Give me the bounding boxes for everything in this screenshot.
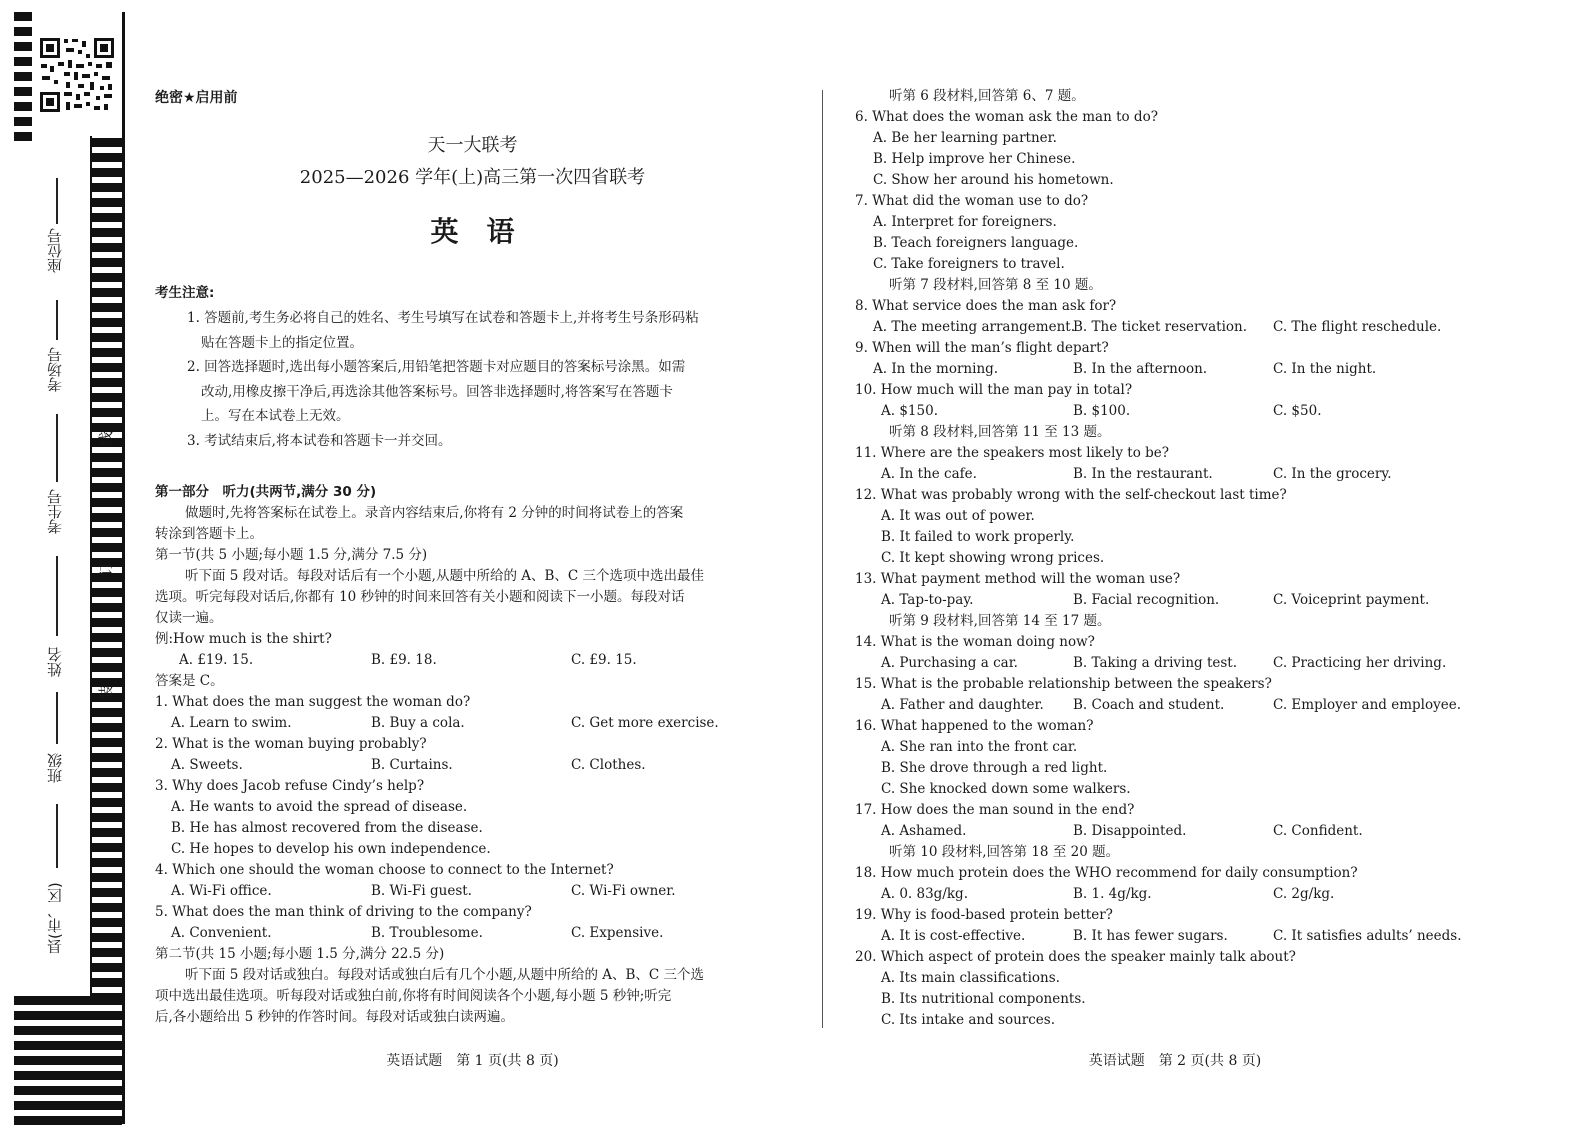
option[interactable]: B. Taking a driving test. [1073, 655, 1238, 671]
option[interactable]: C. Its intake and sources. [881, 1012, 1056, 1028]
option[interactable]: A. He wants to avoid the spread of disease. [171, 799, 468, 815]
page-footer-left: 英语试题 第 1 页(共 8 页) [386, 1053, 559, 1069]
question: 11. Where are the speakers most likely to be? [855, 445, 1170, 461]
option[interactable]: C. Clothes. [571, 757, 646, 773]
option[interactable]: B. In the afternoon. [1073, 361, 1208, 377]
subject-title: 英 语 [430, 215, 515, 248]
qr-code [38, 36, 116, 114]
option[interactable]: A. 0. 83g/kg. [881, 886, 968, 902]
binding-stripe [14, 1116, 122, 1125]
option[interactable]: A. Be her learning partner. [873, 130, 1057, 146]
question-options [855, 926, 1555, 947]
example-options [155, 650, 795, 671]
option[interactable]: A. The meeting arrangement. [873, 319, 1075, 335]
option[interactable]: B. It has fewer sugars. [1073, 928, 1228, 944]
binding-stripe [92, 858, 124, 867]
left-column [155, 283, 795, 1028]
binding-stripe [92, 708, 124, 717]
secret-label: 绝密★启用前 [155, 90, 238, 106]
example-answer: 答案是 C。 [155, 673, 224, 689]
option[interactable]: C. Wi-Fi owner. [571, 883, 676, 899]
binding-stripe [14, 1041, 122, 1050]
option[interactable]: C. £9. 15. [571, 652, 637, 668]
question: 12. What was probably wrong with the self-checkout last time? [855, 487, 1287, 503]
section2-intro: 后,各小题给出 5 秒钟的作答时间。每段对话或独白读两遍。 [155, 1009, 514, 1025]
option[interactable]: C. $50. [1273, 403, 1322, 419]
binding-stripe [92, 408, 124, 417]
binding-stripe [92, 993, 124, 1002]
option[interactable]: A. She ran into the front car. [881, 739, 1078, 755]
binding-stripe [92, 768, 124, 777]
notice-item: 3. 考试结束后,将本试卷和答题卡一并交回。 [187, 432, 452, 449]
question: 3. Why does Jacob refuse Cindy’s help? [155, 778, 425, 794]
option[interactable]: B. Coach and student. [1073, 697, 1225, 713]
binding-stripe [92, 258, 124, 267]
binding-stripe [92, 948, 124, 957]
binding-stripe [92, 228, 124, 237]
county-field[interactable] [56, 804, 58, 868]
binding-stripe [92, 333, 124, 342]
binding-stripe [14, 1056, 122, 1065]
binding-stripe [92, 513, 124, 522]
binding-stripe [14, 12, 32, 21]
binding-stripe [92, 303, 124, 312]
option[interactable]: A. Convenient. [171, 925, 272, 941]
binding-stripe [92, 843, 124, 852]
binding-stripe [92, 933, 124, 942]
candidate-number-label: 考生号 [46, 489, 64, 535]
option[interactable]: A. Wi-Fi office. [171, 883, 272, 899]
question-options [855, 653, 1555, 674]
seat-number-label: 座位号 [46, 228, 64, 274]
option[interactable]: B. Wi-Fi guest. [371, 883, 472, 899]
option[interactable]: A. Interpret for foreigners. [873, 214, 1057, 230]
binding-stripe [92, 618, 124, 627]
question: 2. What is the woman buying probably? [155, 736, 427, 752]
option[interactable]: B. Its nutritional components. [881, 991, 1086, 1007]
option[interactable]: B. He has almost recovered from the disease. [171, 820, 483, 836]
page-footer-right: 英语试题 第 2 页(共 8 页) [1088, 1053, 1262, 1069]
option[interactable]: C. Confident. [1273, 823, 1363, 839]
binding-stripe [92, 588, 124, 597]
binding-stripe [92, 888, 124, 897]
option[interactable]: B. Facial recognition. [1073, 592, 1220, 608]
question-options [855, 821, 1555, 842]
binding-stripe [92, 168, 124, 177]
option[interactable]: A. Father and daughter. [881, 697, 1044, 713]
notice-title: 考生注意: [155, 285, 215, 301]
binding-mark-line: 线 [97, 430, 116, 447]
binding-stripe [14, 1071, 122, 1080]
binding-stripe [92, 288, 124, 297]
binding-stripe [92, 978, 124, 987]
option[interactable]: C. Take foreigners to travel. [873, 256, 1065, 272]
option[interactable]: C. 2g/kg. [1273, 886, 1335, 902]
option[interactable]: B. The ticket reservation. [1073, 319, 1248, 335]
option[interactable]: A. £19. 15. [179, 652, 254, 668]
binding-stripe [14, 72, 32, 81]
option[interactable]: C. In the night. [1273, 361, 1377, 377]
option[interactable]: C. It satisfies adults’ needs. [1273, 928, 1462, 944]
option[interactable]: B. £9. 18. [371, 652, 437, 668]
question-options [855, 464, 1555, 485]
segment-heading: 听第 6 段材料,回答第 6、7 题。 [889, 88, 1085, 104]
binding-mark-staple: 订 [97, 560, 116, 577]
section2-intro: 听下面 5 段对话或独白。每段对话或独白后有几个小题,从题中所给的 A、B、C 三个选 [185, 967, 705, 983]
binding-stripe [14, 102, 32, 111]
option[interactable]: C. In the grocery. [1273, 466, 1392, 482]
question-options [855, 359, 1555, 380]
option[interactable]: A. Learn to swim. [171, 715, 292, 731]
binding-stripe [92, 663, 124, 672]
section1-intro: 听下面 5 段对话。每段对话后有一个小题,从题中所给的 A、B、C 三个选项中选出最佳 [185, 568, 705, 584]
option[interactable]: A. Its main classifications. [881, 970, 1060, 986]
question: 15. What is the probable relationship between the speakers? [855, 676, 1272, 692]
class-field[interactable] [56, 692, 58, 744]
segment-heading: 听第 8 段材料,回答第 11 至 13 题。 [889, 424, 1111, 440]
binding-stripe [92, 603, 124, 612]
option[interactable]: B. $100. [1073, 403, 1131, 419]
question: 14. What is the woman doing now? [855, 634, 1095, 650]
option[interactable]: B. Teach foreigners language. [873, 235, 1079, 251]
option[interactable]: B. It failed to work properly. [881, 529, 1075, 545]
name-label: 姓名 [46, 647, 64, 677]
binding-stripe [92, 483, 124, 492]
seat-number-field[interactable] [56, 178, 58, 224]
question: 7. What did the woman use to do? [855, 193, 1089, 209]
notice-item: 1. 答题前,考生务必将自己的姓名、考生号填写在试卷和答题卡上,并将考生号条形码粘 [187, 310, 699, 326]
question-options [855, 401, 1555, 422]
option[interactable]: A. Ashamed. [881, 823, 967, 839]
binding-stripe [14, 1011, 122, 1020]
notice-item: 改动,用橡皮擦干净后,再选涂其他答案标号。回答非选择题时,将答案写在答题卡 [201, 383, 673, 400]
question: 17. How does the man sound in the end? [855, 802, 1135, 818]
option[interactable]: A. In the cafe. [881, 466, 977, 482]
option[interactable]: C. Expensive. [571, 925, 664, 941]
right-column [855, 86, 1555, 1031]
question: 9. When will the man’s flight depart? [855, 340, 1109, 356]
binding-stripe [92, 348, 124, 357]
exam-room-label: 考场号 [46, 347, 64, 393]
question: 1. What does the man suggest the woman do? [155, 694, 471, 710]
option[interactable]: B. Curtains. [371, 757, 453, 773]
binding-stripe [92, 453, 124, 462]
section2-title: 第二节(共 15 小题;每小题 1.5 分,满分 22.5 分) [155, 946, 445, 962]
question-options [155, 881, 795, 902]
binding-stripe [92, 378, 124, 387]
option[interactable]: C. He hopes to develop his own independence. [171, 841, 491, 857]
binding-stripe [14, 1086, 122, 1095]
part1-intro: 转涂到答题卡上。 [155, 526, 263, 542]
question-options [155, 755, 795, 776]
binding-stripe [92, 963, 124, 972]
name-field[interactable] [56, 556, 58, 636]
question-options [155, 713, 795, 734]
section1-title: 第一节(共 5 小题;每小题 1.5 分,满分 7.5 分) [155, 547, 428, 563]
option[interactable]: C. Voiceprint payment. [1273, 592, 1430, 608]
exam-title: 2025—2026 学年(上)高三第一次四省联考 [299, 167, 646, 188]
binding-border [122, 12, 125, 1124]
section1-intro: 仅读一遍。 [155, 610, 223, 626]
option[interactable]: A. It is cost-effective. [881, 928, 1026, 944]
option[interactable]: A. In the morning. [873, 361, 999, 377]
option[interactable]: C. She knocked down some walkers. [881, 781, 1131, 797]
binding-stripe [14, 132, 32, 141]
binding-stripe [14, 117, 32, 126]
option[interactable]: C. It kept showing wrong prices. [881, 550, 1105, 566]
binding-stripe [92, 183, 124, 192]
binding-stripe [92, 738, 124, 747]
part1-intro: 做题时,先将答案标在试卷上。录音内容结束后,你将有 2 分钟的时间将试卷上的答案 [185, 505, 684, 521]
binding-stripe [92, 393, 124, 402]
class-label: 班级 [46, 753, 64, 783]
option[interactable]: A. $150. [881, 403, 938, 419]
binding-stripe [92, 498, 124, 507]
binding-stripe [92, 813, 124, 822]
binding-stripe [14, 57, 32, 66]
binding-stripe [92, 318, 124, 327]
question: 10. How much will the man pay in total? [855, 382, 1133, 398]
option[interactable]: C. Show her around his hometown. [873, 172, 1114, 188]
binding-stripe [92, 798, 124, 807]
question: 5. What does the man think of driving to the company? [155, 904, 532, 920]
segment-heading: 听第 9 段材料,回答第 14 至 17 题。 [889, 613, 1111, 629]
question: 13. What payment method will the woman use? [855, 571, 1181, 587]
question-options [855, 317, 1555, 338]
option[interactable]: C. Get more exercise. [571, 715, 719, 731]
binding-stripe [92, 273, 124, 282]
binding-stripe [92, 648, 124, 657]
notice-item: 上。写在本试卷上无效。 [201, 408, 350, 424]
binding-stripe [92, 528, 124, 537]
option[interactable]: A. It was out of power. [881, 508, 1035, 524]
example-question: 例:How much is the shirt? [155, 631, 332, 647]
question: 18. How much protein does the WHO recommend for daily consumption? [855, 865, 1358, 881]
question-options [155, 923, 795, 944]
binding-stripe [92, 213, 124, 222]
binding-stripe [92, 138, 124, 147]
section2-intro: 项中选出最佳选项。听每段对话或独白前,你将有时间阅读各个小题,每小题 5 秒钟;听完 [155, 988, 672, 1004]
option[interactable]: B. Troublesome. [371, 925, 483, 941]
binding-mark-bind: 装 [97, 684, 116, 701]
question-options [855, 884, 1555, 905]
question: 8. What service does the man ask for? [855, 298, 1117, 314]
option[interactable]: C. The flight reschedule. [1273, 319, 1442, 335]
candidate-number-field[interactable] [56, 414, 58, 482]
question: 16. What happened to the woman? [855, 718, 1094, 734]
binding-stripe [14, 1026, 122, 1035]
binding-stripe [92, 633, 124, 642]
segment-heading: 听第 7 段材料,回答第 8 至 10 题。 [889, 277, 1102, 293]
binding-stripe [92, 828, 124, 837]
binding-stripe [92, 723, 124, 732]
binding-stripe [92, 918, 124, 927]
binding-inner-line [90, 136, 92, 996]
section1-intro: 选项。听完每段对话后,你都有 10 秒钟的时间来回答有关小题和阅读下一小题。每段对话 [155, 589, 685, 605]
binding-stripe [92, 873, 124, 882]
county-label: 县(市、区) [46, 882, 64, 954]
option[interactable]: B. In the restaurant. [1073, 466, 1213, 482]
binding-stripe [92, 783, 124, 792]
binding-stripe [92, 153, 124, 162]
binding-stripe [14, 1101, 122, 1110]
option[interactable]: C. Employer and employee. [1273, 697, 1461, 713]
option[interactable]: A. Sweets. [171, 757, 243, 773]
part1-title: 第一部分 听力(共两节,满分 30 分) [155, 484, 377, 500]
option[interactable]: B. Help improve her Chinese. [873, 151, 1076, 167]
option[interactable]: A. Tap-to-pay. [881, 592, 974, 608]
binding-stripe [92, 243, 124, 252]
binding-stripe [14, 27, 32, 36]
binding-stripe [14, 87, 32, 96]
notice-item: 2. 回答选择题时,选出每小题答案后,用铅笔把答题卡对应题目的答案标号涂黑。如需 [187, 359, 686, 375]
binding-stripe [92, 903, 124, 912]
option[interactable]: B. Buy a cola. [371, 715, 465, 731]
question: 4. Which one should the woman choose to connect to the Internet? [155, 862, 614, 878]
binding-stripe [92, 753, 124, 762]
binding-stripe [92, 363, 124, 372]
binding-stripe [92, 543, 124, 552]
exam-room-field[interactable] [56, 300, 58, 340]
option[interactable]: B. She drove through a red light. [881, 760, 1108, 776]
segment-heading: 听第 10 段材料,回答第 18 至 20 题。 [889, 844, 1120, 860]
question-options [855, 695, 1555, 716]
exam-org: 天一大联考 [427, 135, 518, 156]
option[interactable]: B. 1. 4g/kg. [1073, 886, 1152, 902]
question: 19. Why is food-based protein better? [855, 907, 1113, 923]
binding-stripe [92, 468, 124, 477]
binding-stripe [14, 42, 32, 51]
question: 6. What does the woman ask the man to do? [855, 109, 1158, 125]
option[interactable]: C. Practicing her driving. [1273, 655, 1447, 671]
page-divider [822, 90, 823, 1028]
question: 20. Which aspect of protein does the speaker mainly talk about? [855, 949, 1296, 965]
binding-stripe [92, 198, 124, 207]
notice-item: 贴在答题卡上的指定位置。 [201, 334, 363, 351]
option[interactable]: B. Disappointed. [1073, 823, 1187, 839]
option[interactable]: A. Purchasing a car. [881, 655, 1018, 671]
question-options [855, 590, 1555, 611]
